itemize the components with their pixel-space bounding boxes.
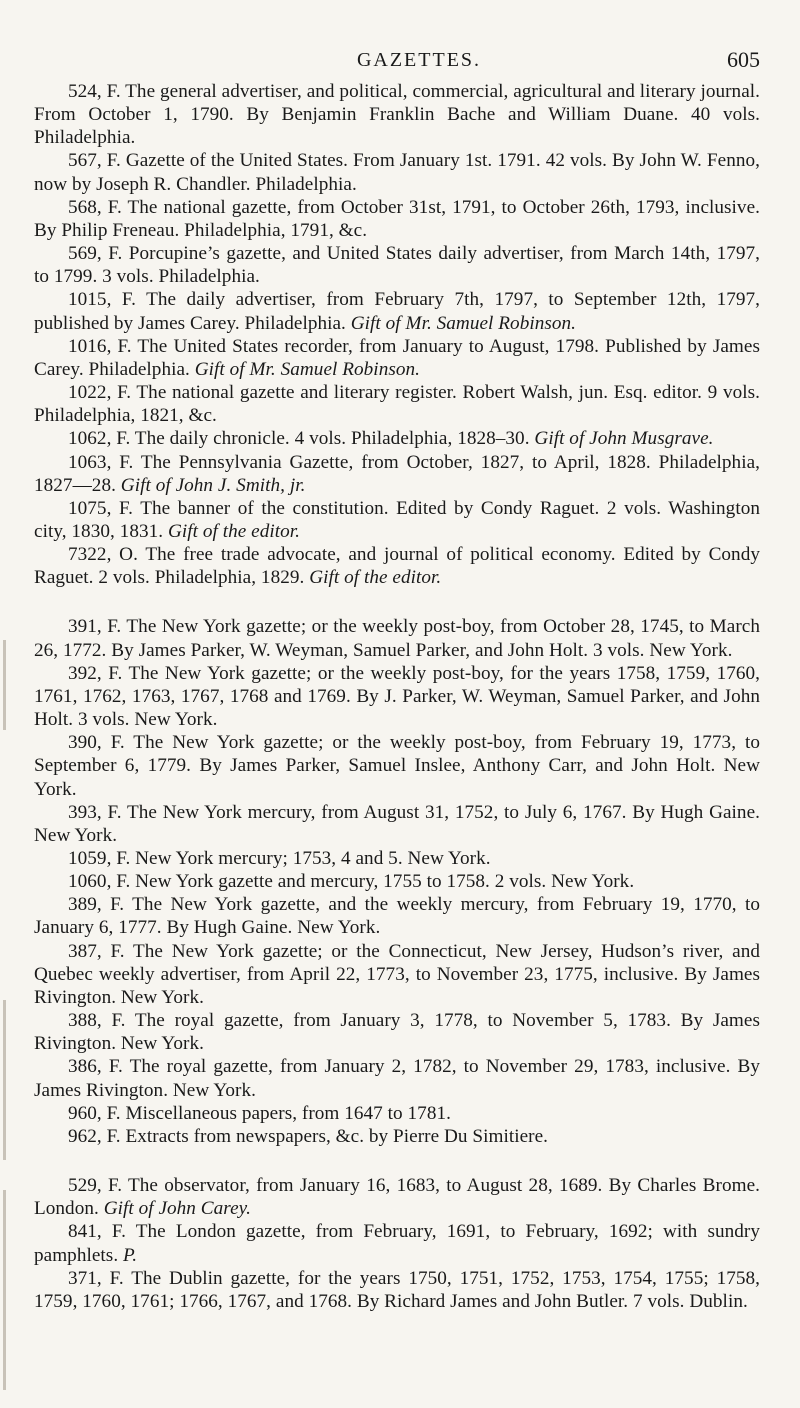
catalog-entry: 7322, O. The free trade advocate, and journal of political economy. Edited by Condy Raguet. 2 vols. Philadelphia, 1829. Gift of the editor. xyxy=(34,544,760,589)
catalog-entry: 524, F. The general advertiser, and political, commercial, agricultural and literary journal. From October 1, 1790. By Benjamin Franklin Bache and William Duane. 40 vols. Philadelphia. xyxy=(34,81,760,149)
catalog-entry: 960, F. Miscellaneous papers, from 1647 to 1781. xyxy=(68,1102,451,1124)
catalog-entry: 1059, F. New York mercury; 1753, 4 and 5. New York. xyxy=(68,848,491,869)
catalog-entry: 390, F. The New York gazette; or the weekly post-boy, from February 19, 1773, to September 6, 1779. By James Parker, Samuel Inslee, Anthony Carr, and John Holt. New York. xyxy=(34,732,760,800)
catalog-entry: 1016, F. The United States recorder, from January to August, 1798. Published by James Carey. Philadelphia. Gift of Mr. Samuel Robinson. xyxy=(34,335,760,380)
catalog-entry: 1075, F. The banner of the constitution. Edited by Condy Raguet. 2 vols. Washington city, 1830, 1831. Gift of the editor. xyxy=(34,497,760,542)
gift-note: Gift of John Musgrave. xyxy=(534,428,714,450)
catalog-entry: 962, F. Extracts from newspapers, &c. by Pierre Du Simitiere. xyxy=(68,1125,549,1147)
catalog-entry: 391, F. The New York gazette; or the weekly post-boy, from October 28, 1745, to March 26, 1772. By James Parker, W. Weyman, Samuel Parker, and John Holt. 3 vols. New York. xyxy=(34,616,760,661)
catalog-entry: 393, F. The New York mercury, from August 31, 1752, to July 6, 1767. By Hugh Gaine. New York. xyxy=(34,801,760,846)
page-edge-shadow xyxy=(3,640,6,730)
catalog-entry: 1022, F. The national gazette and literary register. Robert Walsh, jun. Esq. editor. 9 vols. Philadelphia, 1821, &c. xyxy=(34,382,760,427)
catalog-entry: 389, F. The New York gazette, and the weekly mercury, from February 19, 1770, to January 6, 1777. By Hugh Gaine. New York. xyxy=(34,894,760,939)
gift-note: Gift of John Carey. xyxy=(103,1198,252,1220)
catalog-entry: 841, F. The London gazette, from February, 1691, to February, 1692; with sundry pamphlets. P. xyxy=(34,1221,760,1266)
page-edge-shadow xyxy=(3,1000,6,1160)
gift-note: Gift of the editor. xyxy=(309,567,442,589)
section-london-dublin xyxy=(34,1174,760,1313)
page-header xyxy=(34,46,760,80)
catalog-entry: 1015, F. The daily advertiser, from February 7th, 1797, to September 12th, 1797, published by James Carey. Philadelphia. Gift of Mr. Samuel Robinson. xyxy=(34,289,760,334)
section-new-york xyxy=(34,615,760,1148)
catalog-entry: 1062, F. The daily chronicle. 4 vols. Philadelphia, 1828–30. Gift of John Musgrave. xyxy=(68,428,714,450)
catalog-entry: 568, F. The national gazette, from October 31st, 1791, to October 26th, 1793, inclusive. By Philip Freneau. Philadelphia, 1791, &c. xyxy=(34,196,760,241)
gift-note: Gift of the editor. xyxy=(167,520,301,542)
page-edge-shadow xyxy=(3,1190,6,1390)
catalog-entry: 567, F. Gazette of the United States. From January 1st. 1791. 42 vols. By John W. Fenno, now by Joseph R. Chandler. Philadelphia. xyxy=(34,150,760,195)
catalog-entry: 1060, F. New York gazette and mercury, 1755 to 1758. 2 vols. New York. xyxy=(68,871,635,893)
gift-note: Gift of Mr. Samuel Robinson. xyxy=(194,358,420,380)
page-number: 605 xyxy=(727,47,760,72)
section-philadelphia xyxy=(34,80,760,589)
gift-note: P. xyxy=(123,1244,138,1266)
catalog-entry: 386, F. The royal gazette, from January 2, 1782, to November 29, 1783, inclusive. By James Rivington. New York. xyxy=(34,1056,760,1101)
catalog-entry: 529, F. The observator, from January 16, 1683, to August 28, 1689. By Charles Brome. London. Gift of John Carey. xyxy=(34,1175,760,1220)
catalog-entry: 569, F. Porcupine’s gazette, and United States daily advertiser, from March 14th, 1797, to 1799. 3 vols. Philadelphia. xyxy=(34,243,760,288)
catalog-entry: 387, F. The New York gazette; or the Connecticut, New Jersey, Hudson’s river, and Quebec weekly advertiser, from April 22, 1773, to November 23, 1775, inclusive. By James Rivington. New York. xyxy=(34,940,760,1008)
running-head: GAZETTES. xyxy=(356,49,482,71)
gift-note: Gift of John J. Smith, jr. xyxy=(120,474,306,496)
catalog-entry: 371, F. The Dublin gazette, for the years 1750, 1751, 1752, 1753, 1754, 1755; 1758, 1759, 1760, 1761; 1766, 1767, and 1768. By Richard James and John Butler. 7 vols. Dublin. xyxy=(34,1267,760,1312)
catalog-entry: 1063, F. The Pennsylvania Gazette, from October, 1827, to April, 1828. Philadelphia, 1827—28. Gift of John J. Smith, jr. xyxy=(34,451,760,496)
gift-note: Gift of Mr. Samuel Robinson. xyxy=(350,312,577,334)
catalog-entry: 388, F. The royal gazette, from January 3, 1778, to November 5, 1783. By James Rivington. New York. xyxy=(34,1010,760,1055)
catalog-entry: 392, F. The New York gazette; or the weekly post-boy, for the years 1758, 1759, 1760, 1761, 1762, 1763, 1767, 1768 and 1769. By J. Parker, W. Weyman, Samuel Parker, and John Holt. 3 vols. New York. xyxy=(34,662,760,731)
